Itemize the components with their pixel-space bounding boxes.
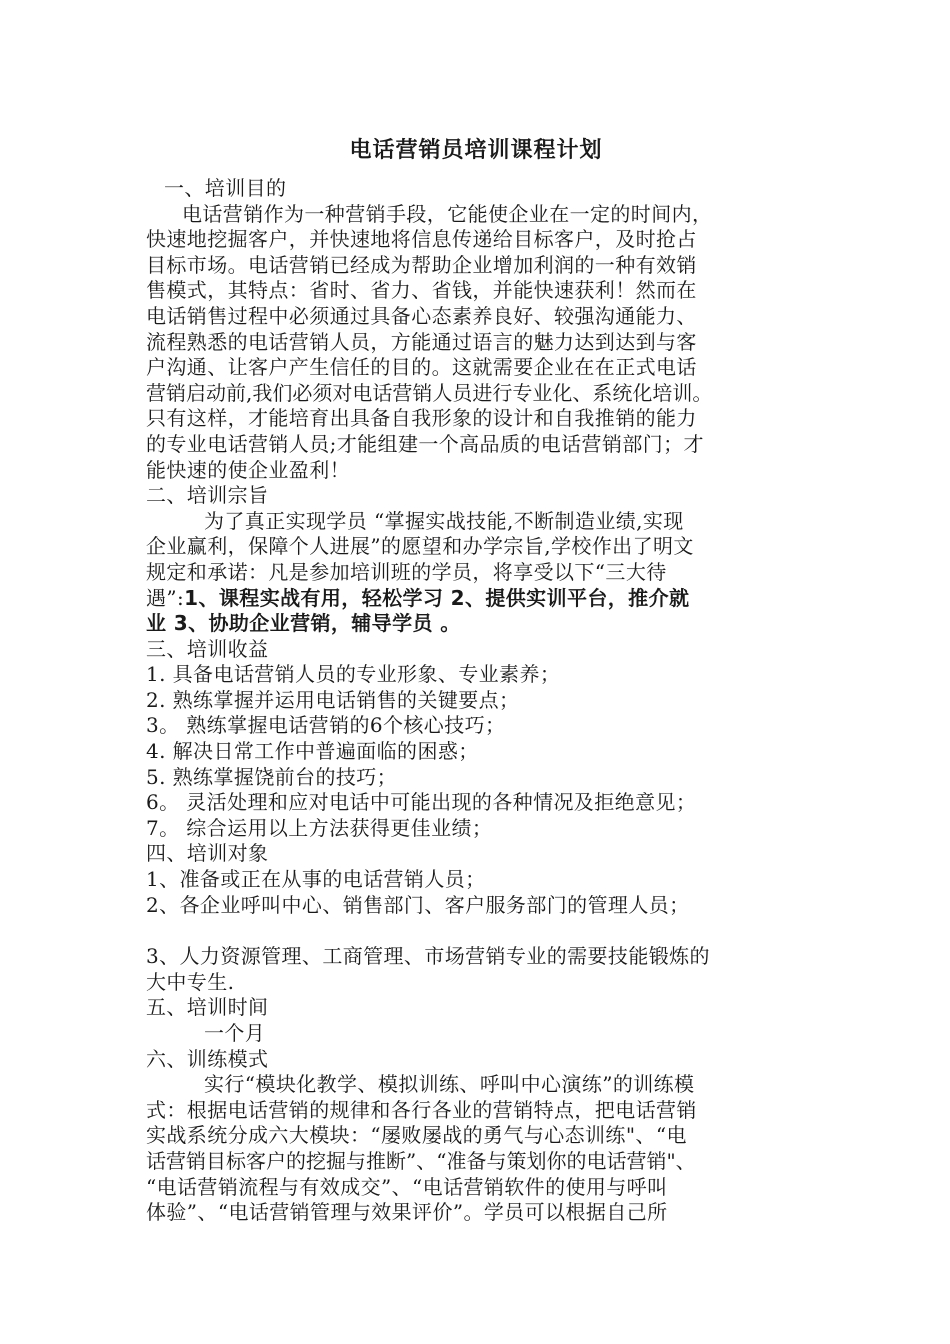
section-heading-benefits: 三、培训收益 bbox=[146, 636, 269, 661]
paragraph-line: 快速地挖掘客户，并快速地将信息传递给目标客户，及时抢占 bbox=[146, 227, 697, 252]
paragraph-line: 只有这样，才能培育出具备自我形象的设计和自我推销的能力 bbox=[146, 406, 697, 431]
bold-commitments: 业 3、协助企业营销，辅导学员 。 bbox=[146, 611, 461, 636]
paragraph-line: 目标市场。电话营销已经成为帮助企业增加利润的一种有效销 bbox=[146, 252, 697, 277]
plain-text: 遇”: bbox=[146, 585, 185, 610]
list-item: 5. 熟练掌握饶前台的技巧； bbox=[146, 764, 398, 789]
paragraph-line: 实战系统分成六大模块：“屡败屡战的勇气与心态训练"、“电 bbox=[146, 1123, 687, 1148]
paragraph-line: 为了真正实现学员 “掌握实战技能,不断制造业绩,实现 bbox=[204, 508, 684, 533]
list-item: 1. 具备电话营销人员的专业形象、专业素养； bbox=[146, 662, 561, 687]
paragraph-line: 规定和承诺：凡是参加培训班的学员，将享受以下“三大待 bbox=[146, 559, 667, 584]
paragraph-line: 电话营销作为一种营销手段，它能使企业在一定的时间内， bbox=[182, 201, 713, 226]
section-heading-mission: 二、培训宗旨 bbox=[146, 483, 269, 508]
list-item: 2、各企业呼叫中心、销售部门、客户服务部门的管理人员； bbox=[146, 892, 690, 917]
paragraph-line: 售模式，其特点：省时、省力、省钱，并能快速获利！然而在 bbox=[146, 278, 697, 303]
list-item: 3、人力资源管理、工商管理、市场营销专业的需要技能锻炼的 bbox=[146, 944, 710, 969]
paragraph-line: 企业赢利，保障个人进展”的愿望和办学宗旨,学校作出了明文 bbox=[146, 534, 694, 559]
duration-text: 一个月 bbox=[204, 1021, 266, 1045]
list-item: 3。 熟练掌握电话营销的6个核心技巧； bbox=[146, 713, 506, 738]
paragraph-line-mixed bbox=[146, 586, 806, 612]
paragraph-line: “电话营销流程与有效成交”、“电话营销软件的使用与呼叫 bbox=[146, 1174, 668, 1199]
list-item: 1、准备或正在从事的电话营销人员； bbox=[146, 867, 486, 892]
paragraph-line: 式：根据电话营销的规律和各行各业的营销特点，把电话营销 bbox=[146, 1097, 697, 1122]
list-item: 7。 综合运用以上方法获得更佳业绩； bbox=[146, 815, 493, 840]
paragraph-line: 电话销售过程中必须通过具备心态素养良好、较强沟通能力、 bbox=[146, 303, 697, 328]
list-item: 4. 解决日常工作中普遍面临的困惑； bbox=[146, 739, 479, 764]
section-heading-purpose: 一、培训目的 bbox=[164, 176, 287, 200]
bold-commitments: 1、课程实战有用，轻松学习 2、提供实训平台，推介就 bbox=[184, 585, 690, 610]
section-heading-duration: 五、培训时间 bbox=[146, 995, 269, 1020]
paragraph-line: 流程熟悉的电话营销人员，方能通过语言的魅力达到达到与客 bbox=[146, 329, 697, 354]
list-item: 大中专生. bbox=[146, 969, 235, 994]
paragraph-line: 营销启动前,我们必须对电话营销人员进行专业化、系统化培训。 bbox=[146, 380, 713, 405]
paragraph-line: 的专业电话营销人员;才能组建一个高品质的电话营销部门；才 bbox=[146, 431, 704, 456]
blank-line bbox=[146, 918, 806, 944]
section-heading-audience: 四、培训对象 bbox=[146, 841, 269, 866]
section-heading-training-mode: 六、训练模式 bbox=[146, 1046, 269, 1071]
list-item: 2. 熟练掌握并运用电话销售的关键要点； bbox=[146, 687, 520, 712]
paragraph-line: 体验”、“电话营销管理与效果评价”。学员可以根据自己所 bbox=[146, 1200, 668, 1225]
document-title: 电话营销员培训课程计划 bbox=[349, 138, 603, 163]
paragraph-line: 实行“模块化教学、模拟训练、呼叫中心演练”的训练模 bbox=[204, 1072, 695, 1097]
document-page bbox=[146, 136, 806, 1226]
paragraph-line: 能快速的使企业盈利！ bbox=[146, 457, 350, 482]
paragraph-line: 话营销目标客户的挖掘与推断”、“准备与策划你的电话营销"、 bbox=[146, 1148, 696, 1173]
paragraph-line: 户沟通、让客户产生信任的目的。这就需要企业在在正式电话 bbox=[146, 355, 697, 380]
list-item: 6。 灵活处理和应对电话中可能出现的各种情况及拒绝意见； bbox=[146, 790, 697, 815]
